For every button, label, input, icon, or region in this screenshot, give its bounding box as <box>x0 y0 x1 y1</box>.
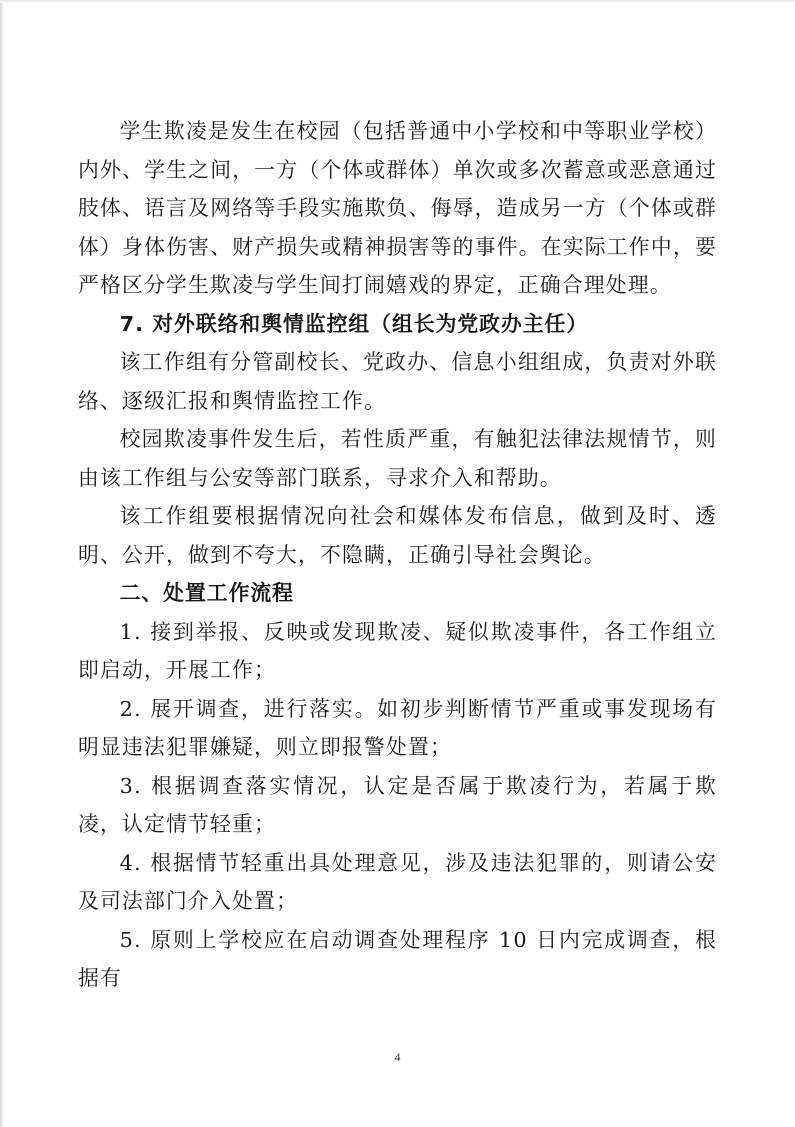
paragraph-bullying-definition: 学生欺凌是发生在校园（包括普通中小学校和中等职业学校）内外、学生之间，一方（个体或群体）单次或多次蓄意或恶意通过肢体、语言及网络等手段实施欺负、侮辱，造成另一方（个体或群体）身体伤害、财产损失或精神损害等的事件。在实际工作中，要严格区分学生欺凌与学生间打闹嬉戏的界定，正确合理处理。 <box>78 119 717 297</box>
page-number: 4 <box>394 1050 401 1064</box>
section-heading-liaison-group: 7. 对外联络和舆情监控组（组长为党政办主任） <box>119 311 589 336</box>
section-heading-procedure: 二、处置工作流程 <box>119 581 294 605</box>
paragraph-group-composition: 该工作组有分管副校长、党政办、信息小组组成，负责对外联络、逐级汇报和舆情监控工作。 <box>78 350 717 413</box>
paragraph-public-information: 该工作组要根据情况向社会和媒体发布信息，做到及时、透明、公开，做到不夸大，不隐瞒，正确引导社会舆论。 <box>78 504 717 567</box>
procedure-step-3: 3. 根据调查落实情况，认定是否属于欺凌行为，若属于欺凌，认定情节轻重； <box>78 773 717 836</box>
document-page <box>78 112 717 998</box>
scan-edge-left <box>0 0 4 1127</box>
scan-edge-top <box>0 0 795 3</box>
procedure-step-5: 5. 原则上学校应在启动调查处理程序 10 日内完成调查，根据有 <box>78 927 717 990</box>
procedure-step-1: 1. 接到举报、反映或发现欺凌、疑似欺凌事件，各工作组立即启动，开展工作； <box>78 619 717 682</box>
procedure-step-2: 2. 展开调查，进行落实。如初步判断情节严重或事发现场有明显违法犯罪嫌疑，则立即报警处置； <box>78 696 717 759</box>
paragraph-serious-incident: 校园欺凌事件发生后，若性质严重，有触犯法律法规情节，则由该工作组与公安等部门联系，寻求介入和帮助。 <box>78 427 717 490</box>
procedure-step-4: 4. 根据情节轻重出具处理意见，涉及违法犯罪的，则请公安及司法部门介入处置； <box>78 850 717 913</box>
